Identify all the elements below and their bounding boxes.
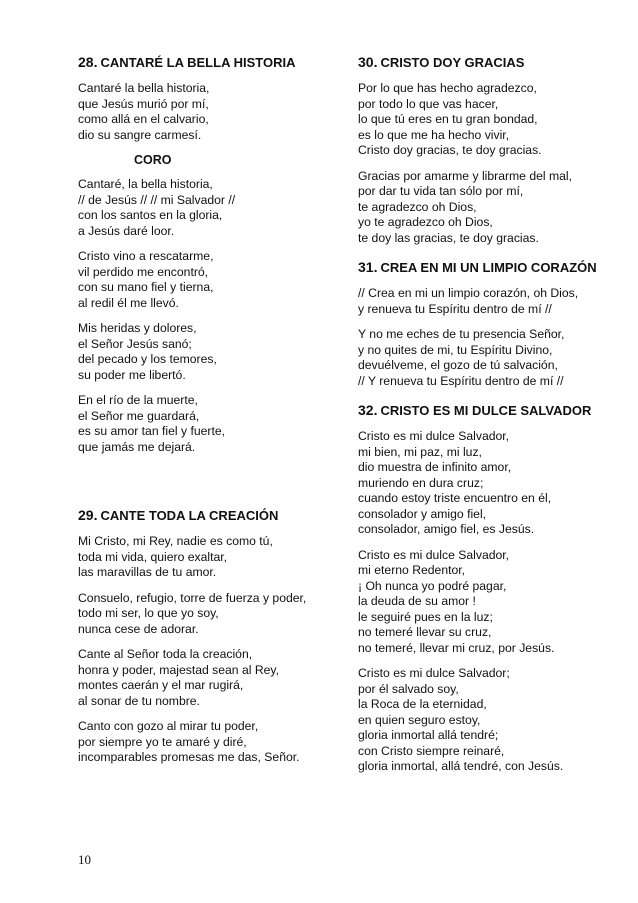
lyric-line: con Cristo siempre reinaré, <box>358 743 505 758</box>
lyric-line: Por lo que has hecho agradezco, <box>358 81 537 95</box>
lyric-line: todo mi ser, lo que yo soy, <box>78 606 219 620</box>
song-number: 30. <box>358 54 378 70</box>
song-section <box>358 259 620 389</box>
lyric-line: devuélveme, el gozo de tú salvación, <box>358 358 558 372</box>
stanza <box>78 393 340 455</box>
lyric-line: ¡ Oh nunca yo podré pagar, <box>358 578 507 593</box>
lyric-line: Cante al Señor toda la creación, <box>78 647 253 661</box>
lyric-line: como allá en el calvario, <box>78 112 209 126</box>
lyric-line: le seguiré pues en la luz; <box>358 609 493 624</box>
lyric-line: es lo que me ha hecho vivir, <box>358 127 510 142</box>
lyric-line: Cristo es mi dulce Salvador; <box>358 666 510 680</box>
lyric-line: la deuda de su amor ! <box>358 594 476 608</box>
lyric-line: del pecado y los temores, <box>78 352 217 366</box>
song-section <box>78 507 340 766</box>
page-number: 10 <box>78 852 91 867</box>
lyric-line: Mi Cristo, mi Rey, nadie es como tú, <box>78 534 273 548</box>
song-title <box>358 259 620 275</box>
lyric-line: por dar tu vida tan sólo por mí, <box>358 184 524 198</box>
lyric-line: consolador, amigo fiel, es Jesús. <box>358 522 535 536</box>
song-title <box>78 54 340 70</box>
song-title-text: CREA EN MI UN LIMPIO CORAZÓN <box>380 260 597 275</box>
lyric-line: Canto con gozo al mirar tu poder, <box>78 719 259 733</box>
stanza <box>78 647 340 709</box>
lyric-line: montes caerán y el mar rugirá, <box>78 678 244 692</box>
lyric-line: honra y poder, majestad sean al Rey, <box>78 662 279 677</box>
left-column <box>78 54 340 776</box>
lyric-line: Mis heridas y dolores, <box>78 321 197 335</box>
lyric-line: toda mi vida, quiero exaltar, <box>78 549 228 564</box>
lyric-line: no temeré llevar su cruz, <box>358 625 492 639</box>
song-title-text: CANTARÉ LA BELLA HISTORIA <box>100 55 296 70</box>
song-number: 32. <box>358 402 378 418</box>
chorus-label: CORO <box>134 153 172 167</box>
lyric-line: a Jesús daré loor. <box>78 223 175 238</box>
song-section <box>78 54 340 455</box>
lyric-line: que Jesús murió por mí, <box>78 96 209 111</box>
song-title-text: CRISTO ES MI DULCE SALVADOR <box>380 403 592 418</box>
lyric-line: gloria inmortal allá tendré; <box>358 728 499 742</box>
lyric-line: en quien seguro estoy, <box>358 712 481 727</box>
lyric-line: por siempre yo te amaré y diré, <box>78 734 247 749</box>
lyric-line: Cristo es mi dulce Salvador, <box>358 429 510 443</box>
lyric-line: consolador y amigo fiel, <box>358 506 487 521</box>
lyric-line: yo te agradezco oh Dios, <box>358 215 493 229</box>
song-title-text: CRISTO DOY GRACIAS <box>380 55 525 70</box>
lyric-line: Gracias por amarme y librarme del mal, <box>358 168 573 183</box>
lyric-line: las maravillas de tu amor. <box>78 565 217 579</box>
stanza <box>358 327 620 389</box>
song-section <box>358 402 620 775</box>
lyric-line: con los santos en la gloria, <box>78 208 223 222</box>
lyric-line: por todo lo que vas hacer, <box>358 96 499 111</box>
stanza <box>358 548 620 657</box>
stanza <box>78 249 340 311</box>
lyric-line: incomparables promesas me das, Señor. <box>78 750 300 764</box>
song-title <box>78 507 340 523</box>
right-column <box>358 54 620 785</box>
lyric-line: // de Jesús // // mi Salvador // <box>78 192 236 207</box>
song-number: 28. <box>78 54 98 70</box>
lyric-line: es su amor tan fiel y fuerte, <box>78 424 225 438</box>
stanza <box>78 321 340 383</box>
lyric-line: mi eterno Redentor, <box>358 563 466 577</box>
song-title-text: CANTE TODA LA CREACIÓN <box>100 508 279 523</box>
lyric-line: con su mano fiel y tierna, <box>78 280 214 294</box>
stanza <box>78 177 340 239</box>
lyric-line: Cantaré, la bella historia, <box>78 177 213 191</box>
lyric-line: no temeré, llevar mi cruz, por Jesús. <box>358 640 555 655</box>
lyric-line: // Crea en mi un limpio corazón, oh Dios, <box>358 286 579 300</box>
lyric-line: vil perdido me encontró, <box>78 264 209 279</box>
lyric-line: Cristo vino a rescatarme, <box>78 249 214 263</box>
lyric-line: dio su sangre carmesí. <box>78 127 202 142</box>
lyric-line: que jamás me dejará. <box>78 439 196 454</box>
lyric-line: y no quites de mi, tu Espíritu Divino, <box>358 342 553 357</box>
song-title <box>358 402 620 418</box>
lyric-line: Consuelo, refugio, torre de fuerza y poder, <box>78 590 307 605</box>
lyric-line: // Y renueva tu Espíritu dentro de mí // <box>358 373 564 388</box>
stanza <box>78 81 340 143</box>
lyric-line: cuando estoy triste encuentro en él, <box>358 491 552 505</box>
song-number: 31. <box>358 259 378 275</box>
lyric-line: dio muestra de infinito amor, <box>358 460 512 474</box>
stanza <box>358 666 620 775</box>
lyric-line: gloria inmortal, allá tendré, con Jesús. <box>358 759 564 773</box>
song-number: 29. <box>78 507 98 523</box>
lyric-line: Cantaré la bella historia, <box>78 81 210 95</box>
lyric-line: lo que tú eres en tu gran bondad, <box>358 112 538 126</box>
lyric-line: te doy las gracias, te doy gracias. <box>358 230 539 245</box>
stanza <box>78 591 340 638</box>
lyric-line: al sonar de tu nombre. <box>78 693 200 708</box>
lyric-line: te agradezco oh Dios, <box>358 199 477 214</box>
stanza <box>358 81 620 159</box>
stanza <box>78 534 340 581</box>
lyric-line: En el río de la muerte, <box>78 393 198 407</box>
lyric-line: Cristo doy gracias, te doy gracias. <box>358 143 542 157</box>
song-section <box>358 54 620 246</box>
lyric-line: la Roca de la eternidad, <box>358 697 487 711</box>
lyric-line: el Señor Jesús sanó; <box>78 336 192 351</box>
lyric-line: nunca cese de adorar. <box>78 621 199 636</box>
lyric-line: su poder me libertó. <box>78 367 186 382</box>
lyric-line: y renueva tu Espíritu dentro de mí // <box>358 301 552 316</box>
song-title <box>358 54 620 70</box>
lyric-line: el Señor me guardará, <box>78 408 200 423</box>
stanza <box>358 169 620 247</box>
stanza <box>358 286 620 317</box>
stanza <box>358 429 620 538</box>
stanza <box>78 719 340 766</box>
lyric-line: por él salvado soy, <box>358 681 459 696</box>
lyric-line: Y no me eches de tu presencia Señor, <box>358 327 565 341</box>
lyric-line: al redil él me llevó. <box>78 295 179 310</box>
lyric-line: mi bien, mi paz, mi luz, <box>358 444 482 459</box>
lyric-line: Cristo es mi dulce Salvador, <box>358 547 510 562</box>
lyric-line: muriendo en dura cruz; <box>358 475 484 490</box>
